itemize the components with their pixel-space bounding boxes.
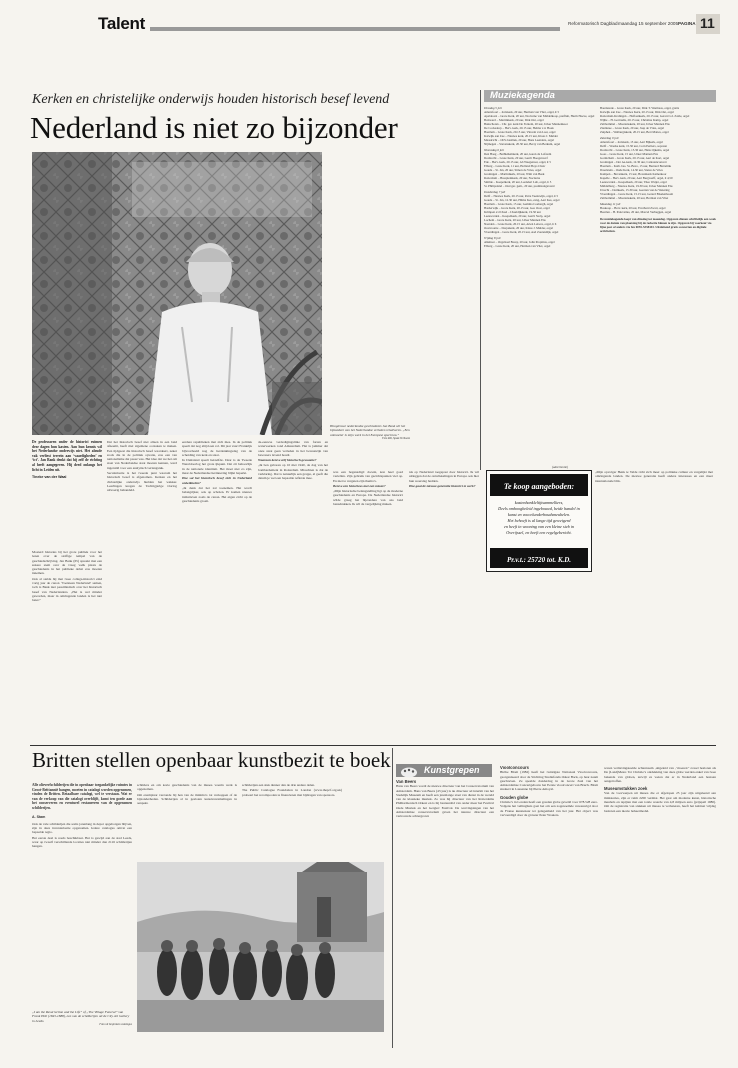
muziek-item: IJsselstein – Oude Kerk, 14.30 uur, Sietze de Vries xyxy=(600,168,663,172)
advert-banner xyxy=(490,474,588,496)
kunst-item-text: Christie’s in Londen heeft een gouden globe geveild voor 678.528 euro. Volgens het veilinghuis gaat het om een zogenoemde vereeuwigd door de Franse kunstenaar ter gelegenheid van het jaar. Het object was vervaardigd door de graveur Peter Wouters. xyxy=(500,800,598,817)
muziek-column-2 xyxy=(600,106,716,461)
article-paragraph: Dat het historisch besef niet alleen in een land afneemt, heeft met algemene oorzaken te maken. Een tijdgeest die historisch besef waardeert, zeker zoals die in de politiek opvatte, zou een van nationalisme dat passé was. Het idee dat we het om staat van Nederlandse staat moeten kennen, werd ingeruild voor een analytisch verlengstuk. xyxy=(107,440,177,470)
muziek-item: Zaltbommel – Maartenskerk, 20 uur, Herman van Vliet xyxy=(600,196,669,200)
muziek-item: Haarlem – Kath. bas. St.-Bavo, 15 uur, Bernard Bartelink xyxy=(600,164,672,168)
advert-label: (advertentie) xyxy=(552,465,568,469)
bottom-column-3 xyxy=(242,783,342,855)
painting-funeral-scene xyxy=(137,862,384,1032)
muziek-item: Zutphen – Walburgiskerk, 20.15 uur, Bert Mattes, orgel xyxy=(600,130,669,134)
kunst-item xyxy=(604,787,716,813)
kunst-item-text: Van de voorwerpen uit musea die er afgelopen 25 jaar zijn uitgeleend aan ministeries, zijn er ruim 2200 vermist. Het gaat om moderne kunst, historische meubels en tapijten met een totale waarde van 4,8 miljoen euro (prijspeil 1980). Om de registratie van stukken uit musea te verbeteren, heeft het kabinet vrijdag besloten een nieuw beheermodel. xyxy=(604,791,716,813)
article-lead-column xyxy=(32,440,102,550)
article-column-5 xyxy=(333,470,403,750)
article-paragraph: nis op Nederland toegepast door historici. Ik wil uitleggen dat de ontwikkelingen in Europa ook hier hun weerslag hadden. xyxy=(409,470,479,483)
advert-price-bar xyxy=(490,548,588,568)
section-header xyxy=(98,14,738,38)
article-paragraph: Secularisatie is het tweede punt waarom het historisch besef is afgenomen. Kerken en het christelijke onderwijs hielden het wakker. Leerlingen kregen de Tachtigjarige Oorlog uitvoerig behandeld. xyxy=(107,471,177,493)
muziek-day xyxy=(600,106,716,134)
muziek-item: Zierikzee – Grote Kerk, 20 uur, Jaap de Vries, orgel xyxy=(600,126,665,130)
muziek-item: Utrecht – Domkerk, 15.30 uur, Geerten van de Wetering xyxy=(600,188,670,192)
muziek-item: Naarden – Grote Kerk, 20.15 uur, Arien Leiwes, orgel, € 6 xyxy=(484,222,557,226)
palette-icon xyxy=(400,767,418,778)
muziek-item: Gouda – St. Jan, 20 uur, Simon de Vries, orgel xyxy=(484,168,542,172)
muziek-item: Rotterdam-Kralingen – Hoflaankerk, 20.15 uur, Gerard v.d. Zalde, orgel xyxy=(600,114,690,118)
kunst-item-heading: Van Beers xyxy=(396,780,417,784)
muziek-item: Baarnstede – Grote Kerk, 20 uur, Dirk T. Warmaas, orgel, gratis xyxy=(600,106,680,110)
muziek-note: De muziekagenda loopt van dinsdag tot maandag. Opgaven dienen schriftelijk een week voor de datum van plaatsing bij de redactie binnen te zijn. Opgaven bij voorkeur via fijne post of anders via fax 0055-5338443. Uitsluitend gratis concerten en digitale activiteiten. xyxy=(600,217,716,233)
muziek-item: Kapelle – Herv. kerk, 20 uur, Aart Bergwerff, orgel, € 4,50 xyxy=(600,176,673,180)
bottom-byline: A. Stam xyxy=(32,814,46,819)
kunst-column-2 xyxy=(500,766,598,1050)
page-number-badge xyxy=(696,14,720,34)
advert-line: Het behoeft is al lange tijd geweigerd xyxy=(507,518,571,523)
muziek-day-heading: Donderdag 7 juli xyxy=(484,190,506,194)
article-byline: Tineke van der Waal xyxy=(32,475,67,480)
muziek-item: Dordrecht – Grote Kerk, 15.30 uur, Hans Ojkema, orgel xyxy=(600,148,670,152)
article-column-2 xyxy=(107,440,177,750)
kunst-item xyxy=(500,766,598,792)
paper-name: Reformatorisch Dagblad xyxy=(568,21,618,26)
muziek-item: Elburg – Grote Kerk, 20 uur, Herman van Vliet, orgel xyxy=(484,244,551,248)
advert-price: Pr.v.t.: 25720 tot. K.D. xyxy=(506,556,572,564)
muziek-day-heading: Maandag 11 juli xyxy=(600,202,621,206)
bottom-lead-column xyxy=(32,783,132,913)
advert-line: en heeft in wooning van een kleine sieb in xyxy=(503,524,574,529)
muziek-day-heading: Dinsdag 5 juli xyxy=(484,106,502,110)
article-photo xyxy=(32,152,322,435)
kunst-column-3 xyxy=(604,766,716,1050)
article-question: Bent u een historicus met een missie? xyxy=(333,483,386,488)
painting-credit: Foto uit besproken catalogus xyxy=(99,1022,132,1026)
photo-caption-text: Hoogleraar nederlandse geschiedenis Jan Bank wil het bijzondere van het Nederlandse verleden relativeren. „Een ontmoeter is mijn werk in het Europese spectrum.” xyxy=(330,424,410,437)
kunst-item xyxy=(396,780,494,819)
article-headline: Nederland is niet zo bijzonder xyxy=(30,110,398,145)
muziek-day xyxy=(600,136,716,200)
column-divider xyxy=(480,90,481,470)
muziek-item: Maastricht – OLV-basiliek, 20 uur, Hans Leenders, orgel xyxy=(484,138,555,142)
muziek-day-heading: Woensdag 6 juli xyxy=(484,148,504,152)
kunst-logo-icon xyxy=(400,765,418,776)
muziek-item: Boskoop – Herv. kerk, 20 uur, Everhard Zwart, orgel xyxy=(600,206,666,210)
kunst-item-heading: Museumstukken zoek xyxy=(604,786,648,792)
muziek-item: Oostvoorne – Dorpskerk, 20 uur, Klaas J. Mulder, orgel xyxy=(484,226,553,230)
muziek-item: Harderwijk – Grote Kerk, 20.15 uur, Geo Oost, orgel xyxy=(484,206,550,210)
muziek-item: Bunschoten – Chr. ger. kerk De Fontein, 20 uur, Urker Mannenkoor xyxy=(484,122,568,126)
muziek-item: Bolsward – Martinikerk, 20 uur, Dirk Out, orgel xyxy=(484,118,544,122)
muziek-item: Goes – Grote Kerk, 15 uur, Urker Mannen Ens xyxy=(600,152,658,156)
bottom-lead: Alle olieverfschilderijen die in openbaar toegankelijke ruimtes in Groot-Brittannië hangen, moeten in catalogi worden opgenomen, vinden de Britten. Betaalbare catalogi, wel te verstaan. Wat er van de verkoop van die catalogi overblijft, komt ten goede aan het conserveren en eventueel restaureren van de opgenomen schilderijen. xyxy=(32,783,132,810)
photo-caption xyxy=(330,424,410,441)
article-paragraph: „Ik denk dat het zal toenemen. Het wordt belangrijker, ook op scholen. Er komen nieuwe initiatieven zoals de canon. Het eigen zicht op de geschiedenis groeit. xyxy=(182,485,252,503)
muziek-item: Leeuwarden – Koepelkerk, 20 uur, Theo Waijer, orgel xyxy=(600,180,667,184)
kunst-item-text: Hans van Beers wordt de nieuwe directeur van het Conservatorium van Amsterdam. Hans van Beers (43 jaar) is nu directeur ad interim van het Stedelijk Museum en heeft een jarenlange staat van dienst in de wereld van de klassieke muziek. Zo was hij directeur van het Rotterdams Philharmonisch Orkest en is hij bestuurslid van onder meer het Festival Oude Muziek en het Gergiev Festival. De wervingsingen van het Amsterdamse conservatorium gaven het nieuwe directeur een vertrouwde achtergrond. xyxy=(396,784,494,819)
advert-line: Deels omhoogbeleid ingebouwd, beide handel in xyxy=(498,506,580,511)
kunst-item-heading: Vioolconcours xyxy=(500,766,530,770)
photo-portrait-scene xyxy=(32,152,322,435)
muziek-item: Zaltbommel – Maartenskerk, 20 uur, Urker Mannen Ens xyxy=(600,122,670,126)
muziek-item: Gouda – St. Jan, 12.30 uur, Hilma Kes, zang, Aart Kes, orgel xyxy=(484,198,560,202)
bottom-headline: Britten stellen openbaar kunstbezit te boek xyxy=(32,748,391,772)
muziek-day xyxy=(484,106,596,146)
article-paragraph: de-eeuwse verdedigingslinie van forten en waterwerken rond Amsterdam. Het is jammer dat onze staat geen verleden in het bewustzijn van bewoners levend houdt. xyxy=(258,440,328,457)
section-divider xyxy=(30,745,716,746)
bottom-paragraph: Het eerste deel is reeds beschikbaar. Het is gewijd aan de stad Leeds, waar op twaalf verschillende locaties niet minder dan 2116 schilderijen hangen. xyxy=(32,835,132,849)
article-question: Waaraan kent u zelf historisch gewoonte? xyxy=(258,458,317,463)
article-kicker: Kerken en christelijke onderwijs houden historisch besef levend xyxy=(32,92,390,107)
muziek-item: Lochem – Grote Kerk, 20 uur, Urker Mannen Ens xyxy=(484,218,546,222)
muziek-item: Gorinchem – Grote Kerk, 20.15 uur, Aart de Kort, orgel xyxy=(600,156,670,160)
bottom-paragraph: schilderijen een stuk dunner dan de drie andere delen. xyxy=(242,783,315,787)
muziek-header-bar xyxy=(484,90,716,102)
bottom-paragraph: schilders en om korte geschiedenis van de musea waarin werk is opgenomen. xyxy=(137,783,237,792)
muziek-item: Kampen – Bovenkerk, 15 uur, Bovenkerk Kamerkoor xyxy=(600,172,667,176)
article-column-7 xyxy=(595,470,713,570)
muziek-item: Vlaardingen – Grote Kerk, 15.15 uur, Gerard Eikelenboom xyxy=(600,192,674,196)
muziek-item: Alkmaar – Orgelzaal Bossy, 20 uur, John Propitius, orgel xyxy=(484,240,555,244)
muziek-item: Krimpen a/d IJssel – IJsseldijkkerk, 19.30 uur xyxy=(484,210,541,214)
page-label: PAGINA xyxy=(678,21,696,26)
muziek-item: Delft – Nieuwe Kerk, 20.15 uur, Petra Veenswijk, orgel, € 5 xyxy=(484,194,559,198)
muziek-item: Smilde – Koepelkerk, 20 uur, Leendert Lub, orgel, € 5 xyxy=(484,180,552,184)
article-paragraph: „Mijn historische belangstelling ligt op de moderne geschiedenis en Europa. De Nederlandse historici wilde graag het bijzondere van ons land benadrukken. Ik wil de vergelijking maken. xyxy=(333,489,403,507)
muziek-item: Leeuwarden – Koepelkerk, 20 uur, Gerrit Stolp, orgel xyxy=(484,214,551,218)
muziek-item: Ede – Herv. kerk, 20.15 uur, Ab Weegenaar, orgel, € 5 xyxy=(484,160,551,164)
article-paragraph: Ook al stelde hij met twee collega-historici eind vorig jaar de canon ‘Toetsteen Nederland’ samen, toch is Bank niet pessimistisch over het historisch besef van Nederlanders. „Het is wel minder geworden, maar in omringende landen is het niet beter.” xyxy=(32,576,102,603)
muziek-item: Rotterdam – Breepleinkerk, 20 uur, Nocturne xyxy=(484,176,541,180)
article-question: Hoe gaat de nieuwe generatie historici te werk? xyxy=(409,483,476,488)
article-column-1 xyxy=(32,550,102,750)
issue-date: maandag 15 september 2005 xyxy=(618,21,679,26)
muziek-item: Amersfoort – Joriskerk, 20 uur, Herman van Vliet, orgel, € 5 xyxy=(484,110,560,114)
painting-caption-text: „I am the Resurrection and the Life” of „The Village Funeral” van Frank Holl (1845-1888), een van de schilderijen uit de City Art Gallery in Leeds. xyxy=(32,1010,130,1023)
photo-credit: Foto RD, Sjaak Verboom xyxy=(382,436,410,440)
muziek-item: Apeldoorn – Grote Kerk, 20 uur, Nocturne van Middelkoop, panfluit, Harm Hoeve, orgel xyxy=(484,114,595,118)
page-number: 11 xyxy=(700,15,715,31)
muziek-item: Haarlem – Grote Kerk, 15 uur, Gemma Coebergh, orgel xyxy=(484,202,554,206)
column-divider xyxy=(392,748,393,1048)
muziek-item: Wijhe – H. Gertrudis, 20.15 uur, Christine Kamp, orgel xyxy=(600,118,669,122)
advert-line: kastenbankleltijtsammelkers, xyxy=(514,500,564,505)
muziek-item: Vlaardingen – Grote Kerk, 20.15 uur, Aad Zoutendijk, orgel xyxy=(484,230,559,234)
muziek-item: Haarlem – Grote Kerk, 20.15 uur, Vincent van Laar, orgel xyxy=(484,130,556,134)
kunst-item xyxy=(604,766,716,783)
article-paragraph: „Ik ben geboren op 10 mei 1940, de dag van het bombardement in Rotterdam. Misschien is dat de verklaring. Dat is natuurlijk een grapje, al geeft die datum je wel een bepaalde reflexie mee. xyxy=(258,463,328,481)
advert-banner-text: Te koop aangeboden: xyxy=(503,482,575,491)
advert-line: kunst en vaccelunderhoudsmeubelen. xyxy=(507,512,571,517)
muziek-item: Nijmegen – Stevenskerk, 20.30 uur, Berry van Berkum, orgel xyxy=(484,142,561,146)
kunst-column-1 xyxy=(396,780,494,1050)
article-paragraph: In Duitsland speelt hetzelfde. Daar is de Tweede Wereldoorlog het grote ijkpunt. Dat zit behoorlijk in de nationale identiteit. Het moet niet zo zijn, maar de Nederlandse herinnering blijkt beperkt. xyxy=(182,458,252,476)
muziek-item: Elburg – Grote Kerk, 11 uur, Holland Boys Choir xyxy=(484,164,546,168)
muziek-day xyxy=(484,236,596,248)
muziek-item: De Cocksdorp – Herv. kerk, 20.15 uur, Helma v.d. Hoek xyxy=(484,126,554,130)
bottom-column-2 xyxy=(137,783,237,855)
article-lead: De professoren onder de historici ruimen deze dagen hun kasten. Aan hun kennis wil het Nederlandse onderwijs niet. Het aloude vak verliest terrein aan ‘vaardigheden’ en ‘ict’. Jan Bank denkt dat hij zelf de richting al heeft aangegeven. Hij deed onlangs het licht in Leiden uit. xyxy=(32,440,102,472)
muziek-column-1 xyxy=(484,106,596,461)
article-column-6 xyxy=(409,470,479,750)
muziek-day-heading: Vrijdag 8 juli xyxy=(484,236,501,240)
painting-photo xyxy=(137,862,384,1032)
article-column-3 xyxy=(182,440,252,750)
muziek-item: St. Philipsland – Oud ger. gem., 20 uur, psalmzangavond xyxy=(484,184,555,188)
muziek-item: Amersfoort – Joriskerk, 15 uur, Aart Bijkerk, orgel xyxy=(600,140,663,144)
kunst-item-heading: Gouden globe xyxy=(500,794,529,800)
muziek-day xyxy=(600,202,716,214)
article-paragraph: was een begenadigd docent, kon heel goed vertellen. Zijn gebruik van gezichtspunten viel op. En niet te vergeten zijn thema’s. xyxy=(333,470,403,483)
article-paragraph: „Mijn opvolger Henk te Velde richt zich meer op politieke cultuur en vergelijkt met omringende landen. De nieuwe generatie heeft andere interesses en een meer internationale blik. xyxy=(595,470,713,483)
muziek-day xyxy=(484,148,596,188)
bottom-paragraph: Om exemplaar verzonde bij hen van de minimo's tot verkoppen of de bijzonderheden. Schilderijen al in gesloten kunstverzamelingen in aanpakt. xyxy=(137,792,237,806)
article-question: Hoe sal het historisch besef zich in Nederland ontwikkelen? xyxy=(182,476,252,485)
section-title: Talent xyxy=(98,14,146,33)
muziek-item: Katwijk aan Zee – Nieuwe kerk, 20.15 uur, Klaas J. Mulder xyxy=(484,134,558,138)
bottom-paragraph: Ook de vele schilderijen die soms jarenlang in depot opgeborgen blijven, zijn in deze inventarisatie opgenomen. Iedere catalogus omvat een bepaalde regio. xyxy=(32,821,132,835)
muziek-day xyxy=(484,190,596,234)
article-column-4 xyxy=(258,440,328,750)
advert-box xyxy=(486,470,592,572)
header-rule-thick xyxy=(150,27,560,31)
painting-caption xyxy=(32,1010,132,1027)
kunst-item-text: waren verlievingsteelde achternaam ‚uitgeleid van ‚’moeren’’ zowel besloten als De (Land)Meter. Tot Christie’s ontdekking van deze globe werden enkel van twee bekende van globen, terwijl ze weten dat er in Nederland een bestaan aangetroffen. xyxy=(604,766,716,783)
kunst-item-text: Birthe Blom (1982) heeft het twintigste Nationaal Vioolconcours, georganiseerd door de Stichting Studiefonds Oskar Back, op haar naam geschreven. Ze speelde donderdag in de Grote Zaal van het Amsterdamse Concertgebouw het Eerste vioolconcert van Bruch. Blom studeert in Lausanne bij Pierre Amoyal. xyxy=(500,770,598,792)
muziek-title: Muziekagenda xyxy=(490,90,555,101)
muziek-item: Groningen – Martinikerk, 20 uur, Wim van Beek xyxy=(484,172,545,176)
article-paragraph: Mosterd histories bij het grote publiek voor het lezen over de stoffige tempel van de geschiedschrijving. Jan Bank (65) spreekt met een zekere stem over de vraag welk plaats de geschiedenis in het publieke debat zou moeten innemen. xyxy=(32,550,102,576)
muziek-item: Heerlen – H. Pancratius, 20 uur, Marcel Verheggen, orgel xyxy=(600,210,672,214)
article-paragraph: eerdere republieken met zich mee. In de politiek speelt dat nog altijd een rol. Dit jaar vaart Frankrijk bijvoorbeeld nog de herdenkingsdag van de scheiding van kerk en staat. xyxy=(182,440,252,457)
muziek-item: Groningen – Der Aa-kerk, 12.30 uur, Cantatenconcert xyxy=(600,160,667,164)
muziek-item: Delft – Waalse kerk, 15.30 uur, Corn Pertiers, sopraan xyxy=(600,144,667,148)
bottom-paragraph: The Public Catalogue Foundation in London (www.thepcf.org.uk) probeert het recompoolen te financieren met bijdragen van sponsors. xyxy=(242,788,342,797)
muziek-day-heading: Zaterdag 9 juli xyxy=(600,136,619,140)
advert-text xyxy=(487,499,591,537)
kunst-title: Kunstgrepen xyxy=(424,765,480,775)
muziek-item: Dordrecht – Grote Kerk, 20 uur, Gerrit Hoogerwerf xyxy=(484,156,548,160)
muziek-item: Katwijk aan Zee – Nieuwe Kerk, 20.15 uur, Dirk Out, orgel xyxy=(600,110,674,114)
muziek-item: Middelburg – Nieuwe Kerk, 19.30 uur, Urker Mannen Ens xyxy=(600,184,673,188)
kunst-item xyxy=(500,796,598,817)
advert-line: Overijssel, en heeft een regelgebericht. xyxy=(506,530,572,535)
muziek-item: Den Haag – Bethlehemkerk, 20 uur, koren de Lofstem xyxy=(484,152,552,156)
